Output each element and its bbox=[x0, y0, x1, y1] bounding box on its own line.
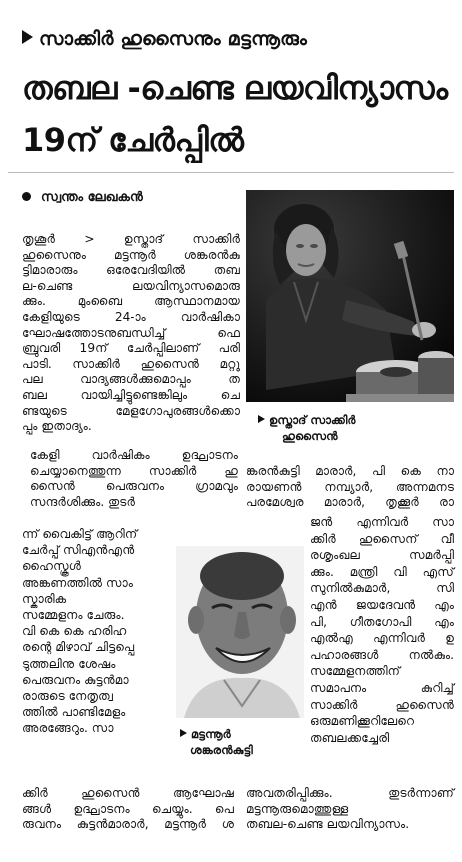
text-line: ഹൈസ്കൂൾ bbox=[22, 559, 81, 574]
text-line: ണ്ടയുടെ മേളഗോപുരങ്ങൾക്കൊ bbox=[22, 403, 240, 418]
text-line: അരങ്ങേറും. സാ bbox=[22, 721, 114, 736]
photo-mattannoor-image bbox=[176, 546, 304, 718]
text-line: ക്കും. മന്ത്രി വി എസ് bbox=[310, 564, 454, 579]
text-line: തബലക്കച്ചേരി bbox=[310, 730, 390, 745]
photo-zakir-hussain-image bbox=[246, 190, 454, 402]
text-line: എൻ ജയദേവൻ എം bbox=[310, 597, 454, 612]
text-line: പെരുവനം കുട്ടൻമാ bbox=[22, 672, 129, 687]
text-line: വി കെ കെ ഹരിഹ bbox=[22, 624, 127, 639]
byline bbox=[22, 190, 143, 205]
text-line: പി, ഗീതഗോപി എം bbox=[310, 614, 454, 629]
text-line: രാരുടെ നേതൃത്വ bbox=[22, 689, 113, 704]
text-line: ഹുസൈനും മട്ടന്നൂർ ശങ്കരൻകു bbox=[22, 247, 240, 262]
bullet-dot-icon bbox=[22, 192, 31, 201]
article-column-mid-narrow bbox=[22, 526, 172, 737]
text-line: ക്കും. മുംബൈ ആസ്ഥാനമായ bbox=[22, 294, 240, 309]
kicker bbox=[22, 28, 452, 50]
text-line: ഘോഷത്തോടനുബന്ധിച്ച് ഫെ bbox=[22, 325, 240, 340]
kicker-text: സാക്കിർ ഹുസൈനും മട്ടന്നൂരും bbox=[39, 28, 308, 50]
text-line: ത്തിൽ പാണ്ടിമേളം bbox=[22, 705, 126, 720]
article-column-right-top bbox=[246, 464, 454, 511]
caption-triangle-icon bbox=[258, 415, 265, 423]
text-line: കേളി വാർഷികം ഉദ്ഘാടനം bbox=[30, 448, 238, 462]
headline bbox=[22, 62, 454, 166]
text-line: രുവനം കുട്ടൻമാരാർ, മട്ടന്നൂർ ശ bbox=[22, 817, 234, 832]
triangle-bullet-icon bbox=[22, 30, 33, 44]
text-line: പ്പം ഇതാദ്യം. bbox=[22, 419, 92, 434]
caption-triangle-icon bbox=[180, 729, 187, 737]
text-line: സമ്മേളനം ചേരും. bbox=[22, 608, 125, 623]
caption-line: ശങ്കരൻകുട്ടി bbox=[190, 743, 253, 757]
text-line: കേളിയുടെ 24-ാം വാർഷികാ bbox=[22, 309, 240, 324]
text-line: തൃശൂർ > ഉസ്താദ് സാക്കിർ bbox=[22, 232, 240, 246]
text-line: അവതരിപ്പിക്കും. തുടർന്നാണ് bbox=[246, 786, 454, 800]
text-line: പരമേശ്വര മാരാർ, തൃക്കൂർ രാ bbox=[246, 495, 454, 510]
text-line: സമ്മേളനത്തിന് bbox=[310, 664, 401, 679]
caption-line: ഉസ്താദ് സാക്കിർ bbox=[269, 413, 356, 427]
article-column-right-narrow bbox=[310, 514, 454, 746]
text-line: ങ്കരൻകുട്ടി മാരാർ, പി കെ നാ bbox=[246, 464, 454, 478]
text-line: തബല-ചെണ്ട ലയവിന്യാസം. bbox=[246, 817, 410, 832]
text-line: ങ്ങൾ ഉദ്ഘാടനം ചെയ്യും. പെ bbox=[22, 801, 234, 816]
photo-zakir-hussain bbox=[246, 190, 454, 402]
text-line: ക്കിർ ഹുസൈൻ ആഘോഷ bbox=[22, 786, 234, 800]
text-line: ചേർപ്പ് സിഎൻഎൻ bbox=[22, 543, 135, 558]
text-line: പഹാരങ്ങൾ നൽകും. bbox=[310, 647, 454, 662]
photo-mattannoor-caption bbox=[180, 726, 253, 758]
text-line: ഒരുമണിക്കൂറിലേറെ bbox=[310, 714, 415, 729]
headline-line-1: തബല -ചെണ്ട ലയവിന്യാസം bbox=[22, 69, 448, 107]
text-line: സാക്കിർ ഹുസൈൻ bbox=[310, 697, 454, 712]
text-line: ബല വായിച്ചിട്ടുണ്ടെങ്കിലും ചെ bbox=[22, 387, 240, 402]
headline-line-2: 19ന് ചേർപ്പിൽ bbox=[22, 121, 244, 159]
text-line: എൽഎ എന്നിവർ ഉ bbox=[310, 631, 454, 646]
text-line: രശൃംഖല സമർപ്പി bbox=[310, 548, 454, 563]
text-line: മട്ടന്നൂരുമൊത്തുള്ള bbox=[246, 801, 349, 816]
text-line: അങ്കണത്തിൽ സാം bbox=[22, 575, 133, 590]
text-line: രായണൻ നമ്പ്യാർ, അന്നമനട bbox=[246, 479, 454, 494]
text-line: സ്കാരിക bbox=[22, 591, 67, 606]
text-line: ജൻ എന്നിവർ സാ bbox=[310, 515, 454, 529]
text-line: ക്കിർ ഹുസൈന് വീ bbox=[310, 531, 454, 546]
text-line: ട്ടിമാരാരും ഒരേവേദിയിൽ തബ bbox=[22, 263, 240, 278]
text-line: പാടി. സാക്കിർ ഹുസൈൻ മറ്റു bbox=[22, 356, 240, 371]
caption-line: മട്ടന്നൂർ bbox=[191, 727, 231, 741]
text-line: രന്റെ മിഴാവ് ചിട്ടപ്പെ bbox=[22, 640, 135, 655]
text-line: സൈൻ പെരുവനം ഗ്രാമവും bbox=[30, 479, 238, 494]
text-line: പല വാദ്യങ്ങൾക്കുമൊപ്പം ത bbox=[22, 372, 240, 387]
text-line: ടുത്തലിനു ശേഷം bbox=[22, 656, 116, 671]
caption-line: ഹുസൈൻ bbox=[282, 429, 338, 443]
divider bbox=[8, 172, 454, 173]
article-column-mid-top bbox=[30, 448, 238, 510]
text-line: ല-ചെണ്ട ലയവിന്യാസമൊരു bbox=[22, 278, 240, 293]
photo-zakir-hussain-caption bbox=[258, 412, 356, 444]
text-line: സുനിൽകുമാർ, സി bbox=[310, 581, 454, 596]
byline-text: സ്വന്തം ലേഖകൻ bbox=[41, 190, 143, 205]
article-column-left bbox=[22, 232, 240, 435]
article-column-mid-bottom bbox=[22, 786, 234, 833]
article-column-right-bottom bbox=[246, 786, 454, 833]
text-line: സന്ദർശിക്കും. തുടർ bbox=[30, 494, 136, 509]
photo-mattannoor bbox=[176, 546, 304, 718]
text-line: ചെയ്യാനെത്തുന്ന സാക്കിർ ഹു bbox=[30, 463, 238, 478]
text-line: ബ്രുവരി 19ന് ചേർപ്പിലാണ് പരി bbox=[22, 341, 240, 356]
text-line: ന്ന് വൈകിട്ട് ആറിന് bbox=[22, 527, 138, 541]
text-line: സമാപനം കുറിച്ച് bbox=[310, 680, 454, 695]
